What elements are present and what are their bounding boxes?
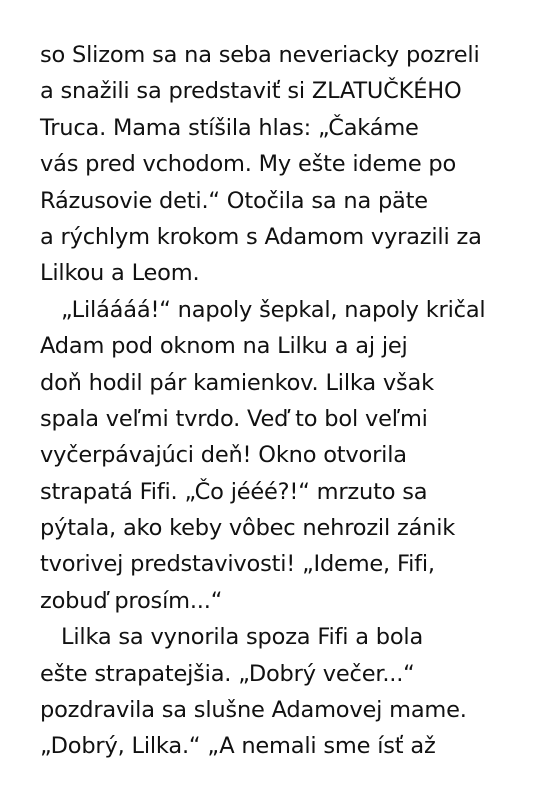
text-line: pozdravila sa slušne Adamovej mame. [40,697,467,724]
text-line: vás pred vchodom. My ešte ideme po [40,151,457,178]
text-line: „Dobrý, Lilka.“ „A nemali sme ísť až [40,733,436,760]
text-line: spala veľmi tvrdo. Veď to bol veľmi [40,405,428,432]
text-line: Adam pod oknom na Lilku a aj jej [40,333,408,360]
text-line: a rýchlym krokom s Adamom vyrazili za [40,223,482,250]
book-page-text [40,37,540,765]
text-line: a snažili sa predstaviť si ZLATUČKÉHO [40,78,462,105]
text-line: ešte strapatejšia. „Dobrý večer...“ [40,660,415,687]
text-line: zobuď prosím...“ [40,587,223,614]
text-line: doň hodil pár kamienkov. Lilka však [40,369,434,396]
text-line: strapatá Fifi. „Čo jééé?!“ mrzuto sa [40,478,428,505]
text-line-paragraph-start: Lilka sa vynorila spoza Fifi a bola [61,624,424,651]
text-line: Truca. Mama stíšila hlas: „Čakáme [40,114,419,141]
text-line: tvorivej predstavivosti! „Ideme, Fifi, [40,551,435,578]
text-line: Lilkou a Leom. [40,260,200,287]
text-line: pýtala, ako keby vôbec nehrozil zánik [40,515,456,542]
text-line: Rázusovie deti.“ Otočila sa na päte [40,187,428,214]
text-line: vyčerpávajúci deň! Okno otvorila [40,442,407,469]
text-line: so Slizom sa na seba neveriacky pozreli [40,42,480,68]
text-line-paragraph-start: „Liláááá!“ napoly šepkal, napoly kričal [61,296,486,323]
